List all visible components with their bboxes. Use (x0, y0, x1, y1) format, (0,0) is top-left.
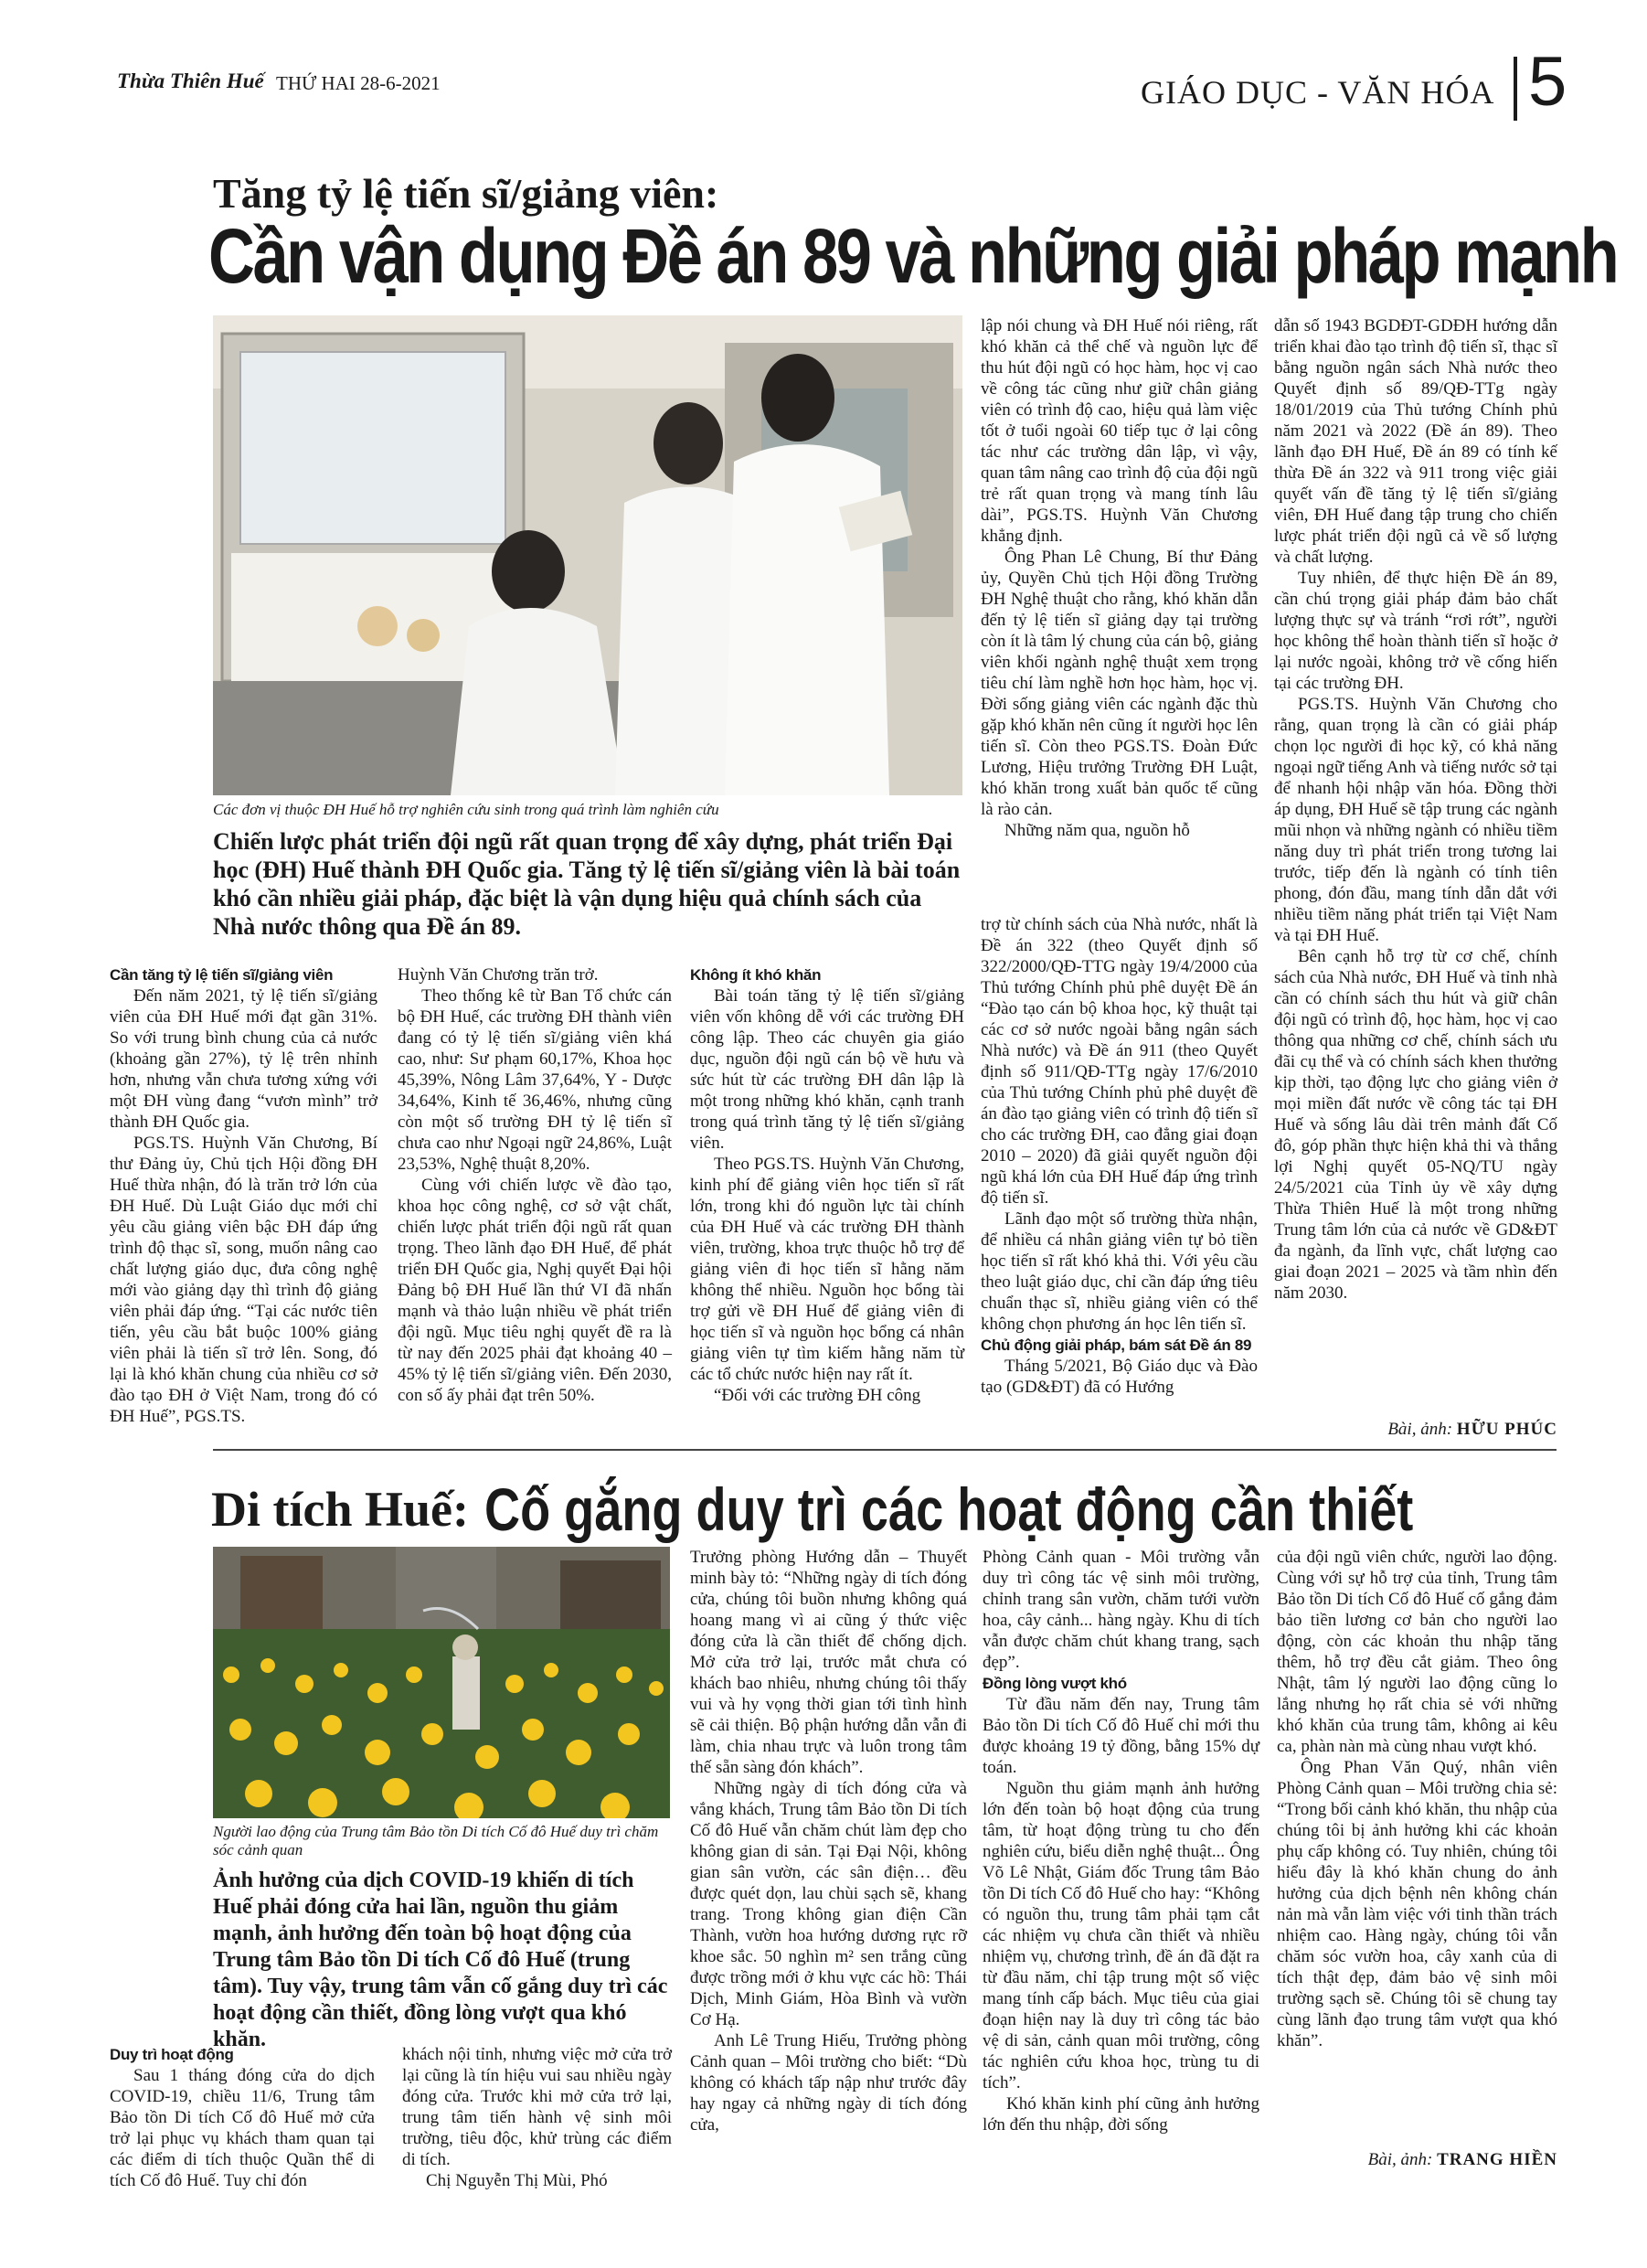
paragraph: Trưởng phòng Hướng dẫn – Thuyết minh bày tỏ: “Những ngày di tích đóng cửa, chúng tôi buồn nhưng không quá hoang mang vì ai cũng ý thức việc đóng cửa là cần thiết để chống dịch. Mở cửa trở lại, trước mắt chưa có khách bao nhiêu, nhưng chúng tôi thấy vui và hy vọng thời gian tới tình hình sẽ cải thiện. Bộ phận hướng dẫn vẫn đi làm, chia nhau trực và luôn trong tâm thế sẵn sàng đón khách”. (690, 1548, 967, 1777)
paragraph: Ông Phan Lê Chung, Bí thư Đảng ủy, Quyền Chủ tịch Hội đồng Trường ĐH Nghệ thuật cho rằng, khó khăn dẫn đến tỷ lệ tiến sĩ giảng dạy tại trường còn ít là tâm lý chung của cán bộ, giảng viên khối ngành nghệ thuật xem trọng tiêu chí làm nghề hơn học hàm, học vị. Đời sống giảng viên các ngành đặc thù gặp khó khăn nên cũng ít người học lên tiến sĩ. Còn theo PGS.TS. Đoàn Đức Lương, Hiệu trưởng Trường ĐH Luật, khó khăn trong xuất bản quốc tế cũng là rào cản. (981, 548, 1258, 819)
paragraph: “Đối với các trường ĐH công (714, 1386, 921, 1405)
article1-column-1 (110, 964, 377, 1427)
paragraph: Cùng với chiến lược về đào tạo, khoa học công nghệ, cơ sở vật chất, chiến lược phát triển đội ngũ rất quan trọng. Theo lãnh đạo ĐH Huế, để phát triển ĐH Quốc gia, Nghị quyết Đại hội Đảng bộ ĐH Huế lần thứ VI đã nhấn mạnh và thảo luận nhiều về phát triển đội ngũ. Mục tiêu nghị quyết đề ra là từ nay đến 2025 phải đạt khoảng 40 – 45% tỷ lệ tiến sĩ/giảng viên. Đến 2030, con số ấy phải đạt trên 50%. (398, 1176, 672, 1405)
paragraph: khách nội tỉnh, nhưng việc mở cửa trở lại cũng là tín hiệu vui sau nhiều ngày đóng cửa. Trước khi mở cửa trở lại, trung tâm tiến hành vệ sinh môi trường, tiêu độc, khử trùng các điểm di tích. (402, 2045, 672, 2169)
paragraph: Tháng 5/2021, Bộ Giáo dục và Đào tạo (GD&ĐT) đã có Hướng (981, 1357, 1258, 1397)
paragraph: của đội ngũ viên chức, người lao động. Cùng với sự hỗ trợ của tỉnh, Trung tâm Bảo tồn Di tích Cố đô Huế cố gắng đảm bảo tiền lương cơ bản cho người lao động, còn các khoản thu nhập tăng thêm, hỗ trợ đều cắt giảm. Theo ông Nhật, tâm lý người lao động cũng lo lắng nhưng họ rất chia sẻ với những khó khăn của trung tâm, không ai kêu ca, phàn nàn mà cùng nhau vượt khó. (1277, 1548, 1557, 1756)
paragraph: Phòng Cảnh quan - Môi trường vẫn duy trì công tác vệ sinh môi trường, chỉnh trang sân vườn, chăm tưới vườn hoa, cây cảnh... hàng ngày. Khu di tích vẫn được chăm chút khang trang, sạch đẹp”. (983, 1548, 1259, 1672)
subheading: Không ít khó khăn (690, 966, 822, 984)
paragraph: Tuy nhiên, để thực hiện Đề án 89, cần chú trọng giải pháp đảm bảo chất lượng thực sự và tránh “rơi rớt”, người học không thể hoàn thành tiến sĩ hoặc ở lại nước ngoài, không trở về cống hiến tại các trường ĐH. (1274, 569, 1557, 693)
newspaper-name: Thừa Thiên Huế (117, 69, 264, 92)
paragraph: Những ngày di tích đóng cửa và vắng khách, Trung tâm Bảo tồn Di tích Cố đô Huế vẫn chăm chút làm đẹp cho không gian di sản. Tại Đại Nội, không gian sân vườn, các sân điện… đều được quét dọn, lau chùi sạch sẽ, khang trang. Trong không gian điện Cần Thành, vườn hoa hướng dương rực rỡ khoe sắc. 50 nghìn m² sen trắng cũng được trồng mới ở khu vực các hồ: Thái Dịch, Minh Giám, Hòa Bình và vườn Cơ Hạ. (690, 1779, 967, 2029)
article2-photo-caption: Người lao động của Trung tâm Bảo tồn Di tích Cố đô Huế duy trì chăm sóc cảnh quan (213, 1823, 659, 1858)
subheading: Duy trì hoạt động (110, 2046, 234, 2063)
header-divider (1514, 57, 1517, 121)
byline-author: TRANG HIỀN (1437, 2150, 1557, 2169)
paragraph: dẫn số 1943 BGDĐT-GDĐH hướng dẫn triển khai đào tạo trình độ tiến sĩ, thạc sĩ bằng nguồn ngân sách Nhà nước theo Quyết định số 89/QĐ-TTg ngày 18/01/2019 của Thủ tướng Chính phủ năm 2021 và 2022 (Đề án 89). Theo lãnh đạo ĐH Huế, Đề án 89 có tính kế thừa Đề án 322 và 911 trong việc giải quyết vấn đề tăng tỷ lệ tiến sĩ/giảng viên, ĐH Huế đang tập trung cho chiến lược phát triển đội ngũ cả về số lượng và chất lượng. (1274, 316, 1557, 567)
article1-lab-photo (213, 315, 962, 795)
article2-column-4 (983, 1547, 1259, 2135)
paragraph: Theo thống kê từ Ban Tổ chức cán bộ ĐH Huế, các trường ĐH thành viên đang có tỷ lệ tiến sĩ/giảng viên khá cao, như: Sư phạm 60,17%, Khoa học 45,39%, Nông Lâm 37,64%, Y - Dược 34,64%, Kinh tế 36,46%, nhưng cũng còn một số trường ĐH tỷ lệ tiến sĩ chưa cao như Ngoại ngữ 24,86%, Luật 23,53%, Nghệ thuật 8,20%. (398, 986, 672, 1174)
subheading: Chủ động giải pháp, bám sát Đề án 89 (981, 1336, 1252, 1354)
article1-kicker: Tăng tỷ lệ tiến sĩ/giảng viên: (213, 170, 719, 217)
paragraph: Bên cạnh hỗ trợ từ cơ chế, chính sách của Nhà nước, ĐH Huế và tỉnh nhà cần có chính sách thu hút và giữ chân đội ngũ có trình độ, học hàm, học vị cao thông qua những cơ chế, chính sách ưu đãi cụ thể và có chính sách khen thưởng kịp thời, tạo động lực cho giảng viên ở mọi miền đất nước về công tác tại ĐH Huế và sống lâu dài trên mảnh đất Cố đô, góp phần thực hiện khả thi và thắng lợi Nghị quyết 05-NQ/TU ngày 24/5/2021 của Tỉnh ủy về xây dựng Thừa Thiên Huế là một trong những Trung tâm lớn của cả nước về GD&ĐT đa ngành, đa lĩnh vực, chất lượng cao giai đoạn 2021 – 2025 và tầm nhìn đến năm 2030. (1274, 947, 1557, 1303)
paragraph: Từ đầu năm đến nay, Trung tâm Bảo tồn Di tích Cố đô Huế chỉ mới thu được khoảng 19 tỷ đồng, bằng 15% dự toán. (983, 1695, 1259, 1777)
section-title: GIÁO DỤC - VĂN HÓA (1141, 74, 1495, 111)
byline-label: Bài, ảnh: (1367, 2150, 1433, 2169)
paragraph: Huỳnh Văn Chương trăn trở. (398, 965, 599, 985)
paragraph: Bài toán tăng tỷ lệ tiến sĩ/giảng viên vốn không dễ với các trường ĐH công lập. Theo các chuyên gia giáo dục, nguồn đội ngũ cán bộ về hưu và sức hút từ các trường ĐH dân lập là một trong những khó khăn, cạnh tranh trong quá trình tăng tỷ lệ tiến sĩ/giảng viên. (690, 986, 964, 1153)
article-separator (213, 1449, 1557, 1451)
paragraph: Sau 1 tháng đóng cửa do dịch COVID-19, chiều 11/6, Trung tâm Bảo tồn Di tích Cố đô Huế mở cửa trở lại phục vụ khách tham quan tại các điểm di tích thuộc Quần thể di tích Cố đô Huế. Tuy chỉ đón (110, 2066, 375, 2190)
byline-label: Bài, ảnh: (1387, 1420, 1453, 1439)
article1-lead: Chiến lược phát triển đội ngũ rất quan trọng để xây dựng, phát triển Đại học (ĐH) Huế thành ĐH Quốc gia. Tăng tỷ lệ tiến sĩ/giảng viên là bài toán khó cần nhiều giải pháp, đặc biệt là vận dụng hiệu quả chính sách của Nhà nước thông qua Đề án 89. (213, 828, 961, 940)
article2-lead: Ảnh hưởng của dịch COVID-19 khiến di tích Huế phải đóng cửa hai lần, nguồn thu giảm mạnh, ảnh hưởng đến toàn bộ hoạt động của Trung tâm Bảo tồn Di tích Cố đô Huế (trung tâm). Tuy vậy, trung tâm vẫn cố gắng duy trì các hoạt động cần thiết, đồng lòng vượt qua khó khăn. (213, 1869, 668, 2051)
issue-date: THỨ HAI 28-6-2021 (276, 72, 441, 94)
article2-column-2 (402, 2044, 672, 2191)
byline-author: HỮU PHÚC (1456, 1420, 1557, 1439)
article1-column-right (1274, 315, 1557, 1304)
subheading: Cần tăng tỷ lệ tiến sĩ/giảng viên (110, 966, 334, 984)
article1-column-2 (398, 964, 672, 1406)
article2-column-1 (110, 2044, 375, 2191)
article1-photo-caption: Các đơn vị thuộc ĐH Huế hỗ trợ nghiên cứu sinh trong quá trình làm nghiên cứu (213, 801, 719, 818)
paragraph: Ông Phan Văn Quý, nhân viên Phòng Cảnh quan – Môi trường chia sẻ: “Trong bối cảnh khó khăn, thu nhập của chúng tôi bị ảnh hưởng khi các khoản phụ cấp không có. Tuy nhiên, chúng tôi hiểu đây là khó khăn chung do ảnh hưởng của dịch bệnh nên không chán nản mà vẫn làm việc với tinh thần trách nhiệm cao. Hàng ngày, chúng tôi vẫn chăm sóc vườn hoa, cây xanh của di tích thật đẹp, đảm bảo vệ sinh môi trường sạch sẽ. Chúng tôi sẽ chung tay cùng lãnh đạo trung tâm vượt qua khó khăn”. (1277, 1758, 1557, 2050)
article2-headline: Cố gắng duy trì các hoạt động cần thiết (484, 1475, 1414, 1543)
article2-kicker: Di tích Huế: (211, 1482, 469, 1537)
paragraph: PGS.TS. Huỳnh Văn Chương, Bí thư Đảng ủy, Chủ tịch Hội đồng ĐH Huế thừa nhận, đó là trăn trở lớn của ĐH Huế. Dù Luật Giáo dục mới chỉ yêu cầu giảng viên bậc ĐH đáp ứng trình độ thạc sĩ, song, muốn nâng cao chất lượng giáo dục, đưa công nghệ mới vào giảng dạy thì trình độ giảng viên phải đáp ứng. “Tại các nước tiên tiến, yêu cầu bắt buộc 100% giảng viên phải là tiến sĩ trở lên. Song, đó lại là khó khăn chung của nhiều cơ sở đào tạo ĐH ở Việt Nam, trong đó có ĐH Huế”, PGS.TS. (110, 1134, 377, 1426)
page-number: 5 (1528, 43, 1567, 121)
paragraph: lập nói chung và ĐH Huế nói riêng, rất khó khăn cả thể chế và nguồn lực để thu hút đội ngũ có học hàm, học vị cao về công tác cũng như giữ chân giảng viên có trình độ cao, hiệu quả làm việc tốt ở tuổi ngoài 60 tiếp tục ở lại công tác như các trường dân lập, vì vậy, quan tâm nâng cao trình độ của đội ngũ trẻ rất quan trọng và mang tính lâu dài”, PGS.TS. Huỳnh Văn Chương khẳng định. (981, 316, 1258, 546)
article2-sunflower-photo (213, 1547, 670, 1818)
article1-column-4 (981, 914, 1258, 1398)
paragraph: Lãnh đạo một số trường thừa nhận, để nhiều cá nhân giảng viên tự bỏ tiền học tiến sĩ rất khó khả thi. Với yêu cầu theo luật giáo dục, chỉ cần đáp ứng tiêu chuẩn thạc sĩ, nhiều giảng viên có thể không chọn phương án học lên tiến sĩ. (981, 1209, 1258, 1334)
article1-headline: Cần vận dụng Đề án 89 và những giải pháp mạnh (208, 213, 1618, 299)
paragraph: Anh Lê Trung Hiếu, Trưởng phòng Cảnh quan – Môi trường cho biết: “Dù không có khách tấp nập như trước đây hay ngay cả những ngày di tích đóng cửa, (690, 2031, 967, 2135)
paragraph: Khó khăn kinh phí cũng ảnh hưởng lớn đến thu nhập, đời sống (983, 2094, 1259, 2135)
paragraph: Những năm qua, nguồn hỗ (1004, 821, 1190, 840)
paragraph: Chị Nguyễn Thị Mùi, Phó (426, 2171, 608, 2190)
article1-column-3 (690, 964, 964, 1406)
subheading: Đồng lòng vượt khó (983, 1675, 1127, 1692)
article2-byline (1277, 2150, 1557, 2170)
article1-byline (1274, 1420, 1557, 1440)
paragraph: Theo PGS.TS. Huỳnh Văn Chương, kinh phí để giảng viên học tiến sĩ rất lớn, trong khi đó nguồn lực tài chính của ĐH Huế và các trường ĐH thành viên, trường, khoa trực thuộc hỗ trợ để giảng viên đi học tiến sĩ hằng năm không thể nhiều. Nguồn học bổng tài trợ gửi về ĐH Huế để giảng viên đi học tiến sĩ và nguồn học bổng cá nhân giảng viên tự tìm kiếm hằng năm từ các tổ chức nước hiện nay rất ít. (690, 1155, 964, 1384)
article1-column-top (981, 315, 1258, 841)
article2-column-3 (690, 1547, 967, 2135)
paragraph: trợ từ chính sách của Nhà nước, nhất là Đề án 322 (theo Quyết định số 322/2000/QĐ-TTG ngày 19/4/2000 của Thủ tướng Chính phủ phê duyệt Đề án “Đào tạo cán bộ khoa học, kỹ thuật tại các cơ sở nước ngoài bằng ngân sách Nhà nước) và Đề án 911 (theo Quyết định số 911/QĐ-TTg ngày 17/6/2010 của Thủ tướng Chính phủ phê duyệt đề án đào tạo giảng viên có trình độ tiến sĩ cho các trường ĐH, cao đẳng giai đoạn 2010 – 2020) đã giải quyết nguồn đội ngũ khá lớn của ĐH Huế đáp ứng trình độ tiến sĩ. (981, 915, 1258, 1208)
paragraph: Đến năm 2021, tỷ lệ tiến sĩ/giảng viên của ĐH Huế mới đạt gần 31%. So với trung bình chung của cả nước (khoảng gần 27%), tỷ lệ trên nhỉnh hơn, nhưng vẫn chưa tương xứng với một ĐH vùng đang “vươn mình” trở thành ĐH Quốc gia. (110, 986, 377, 1132)
paragraph: Nguồn thu giảm mạnh ảnh hưởng lớn đến toàn bộ hoạt động của trung tâm, từ hoạt động trùng tu cho đến nghiên cứu, biểu diễn nghệ thuật... Ông Võ Lê Nhật, Giám đốc Trung tâm Bảo tồn Di tích Cố đô Huế cho hay: “Không có nguồn thu, trung tâm phải tạm cắt các nhiệm vụ chưa cần thiết và nhiều nhiệm vụ, chương trình, đề án đã đặt ra từ đầu năm, chỉ tập trung một số việc mang tính cấp bách. Mục tiêu của giai đoạn hiện nay là duy trì công tác bảo vệ di sản, cảnh quan môi trường, công tác nghiên cứu khoa học, trùng tu di tích”. (983, 1779, 1259, 2092)
article2-column-5 (1277, 1547, 1557, 2051)
paragraph: PGS.TS. Huỳnh Văn Chương cho rằng, quan trọng là cần có giải pháp chọn lọc người đi học kỹ, có khả năng ngoại ngữ tiếng Anh và tiếng nước sở tại để nhanh hội nhập văn hóa. Đồng thời áp dụng, ĐH Huế sẽ tập trung các ngành mũi nhọn và những ngành có nhiều tiềm năng duy trì phát triển trong tương lai trước, tiếp đến là ngành có tính tiên phong, đón đầu, mang tính dẫn dắt với nhiều tiềm năng phát triển tại Việt Nam và tại ĐH Huế. (1274, 695, 1557, 945)
